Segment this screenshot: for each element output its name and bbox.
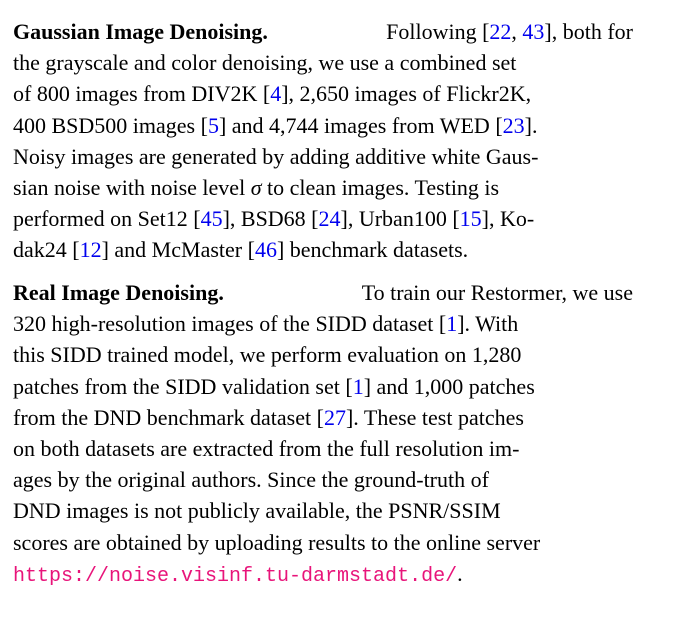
text-line (13, 234, 633, 265)
citation-link[interactable]: 24 (318, 206, 341, 232)
text: ]. These test patches (345, 404, 524, 430)
text-line (13, 172, 633, 203)
text: To train our Restormer, we use (361, 280, 633, 305)
citation-link[interactable]: 45 (200, 206, 223, 232)
server-url-link[interactable]: https://noise.visinf.tu-darmstadt.de/ (13, 564, 458, 588)
real-denoising-paragraph (13, 277, 633, 589)
text-line (13, 558, 633, 589)
text-line (13, 78, 633, 109)
text-line: Noisy images are generated by adding additive white Gaus- (13, 143, 539, 169)
citation-link[interactable]: 46 (254, 237, 277, 263)
text-line: this SIDD trained model, we perform evaluation on 1,280 (13, 342, 522, 368)
text: ] and 4,744 images from WED [ (218, 112, 503, 138)
text: performed on Set12 [ (13, 206, 201, 232)
text: from the DND benchmark dataset [ (13, 404, 324, 430)
citation-link[interactable]: 4 (270, 81, 282, 107)
text-line: on both datasets are extracted from the full resolution im- (13, 435, 520, 461)
text-line: ages by the original authors. Since the ground-truth of (13, 467, 489, 493)
text: sian noise with noise level (13, 174, 251, 200)
text: of 800 images from DIV2K [ (13, 81, 271, 107)
text-line (13, 16, 633, 47)
gaussian-denoising-paragraph (13, 16, 633, 266)
citation-link[interactable]: 15 (459, 206, 482, 232)
citation-link[interactable]: 22 (489, 19, 512, 44)
citation-link[interactable]: 1 (446, 311, 458, 337)
text: ], BSD68 [ (222, 206, 319, 232)
text: 320 high-resolution images of the SIDD dataset [ (13, 311, 447, 337)
citation-link[interactable]: 5 (207, 112, 219, 138)
text-line (13, 371, 633, 402)
text: ] and 1,000 patches (363, 373, 535, 399)
text: ], 2,650 images of Flickr2K, (281, 81, 532, 107)
citation-link[interactable]: 1 (352, 373, 364, 399)
section-heading: Real Image Denoising. (13, 280, 224, 305)
citation-link[interactable]: 27 (323, 404, 346, 430)
text-line: DND images is not publicly available, the PSNR/SSIM (13, 498, 501, 524)
text: dak24 [ (13, 237, 80, 263)
text: Following [ (386, 19, 490, 44)
text-line (13, 402, 633, 433)
text: . (457, 560, 463, 586)
sigma-symbol: σ (250, 174, 262, 200)
citation-link[interactable]: 12 (79, 237, 102, 263)
text-line: the grayscale and color denoising, we use a combined set (13, 50, 517, 76)
text-line (13, 308, 633, 339)
text: ]. (524, 112, 538, 138)
text: ]. With (457, 311, 519, 337)
citation-link[interactable]: 23 (502, 112, 525, 138)
text-line (13, 110, 633, 141)
text-line (13, 203, 633, 234)
text: ] and McMaster [ (101, 237, 255, 263)
text: ], Ko- (481, 206, 535, 232)
text: ] benchmark datasets. (276, 237, 469, 263)
text: ], both for (544, 19, 633, 44)
section-heading: Gaussian Image Denoising. (13, 19, 268, 44)
citation-link[interactable]: 43 (522, 19, 545, 44)
text: 400 BSD500 images [ (13, 112, 208, 138)
text: ], Urban100 [ (340, 206, 460, 232)
text: , (511, 19, 523, 44)
text: patches from the SIDD validation set [ (13, 373, 353, 399)
text-line: scores are obtained by uploading results to the online server (13, 529, 541, 555)
text: to clean images. Testing is (261, 174, 500, 200)
text-line (13, 277, 633, 308)
